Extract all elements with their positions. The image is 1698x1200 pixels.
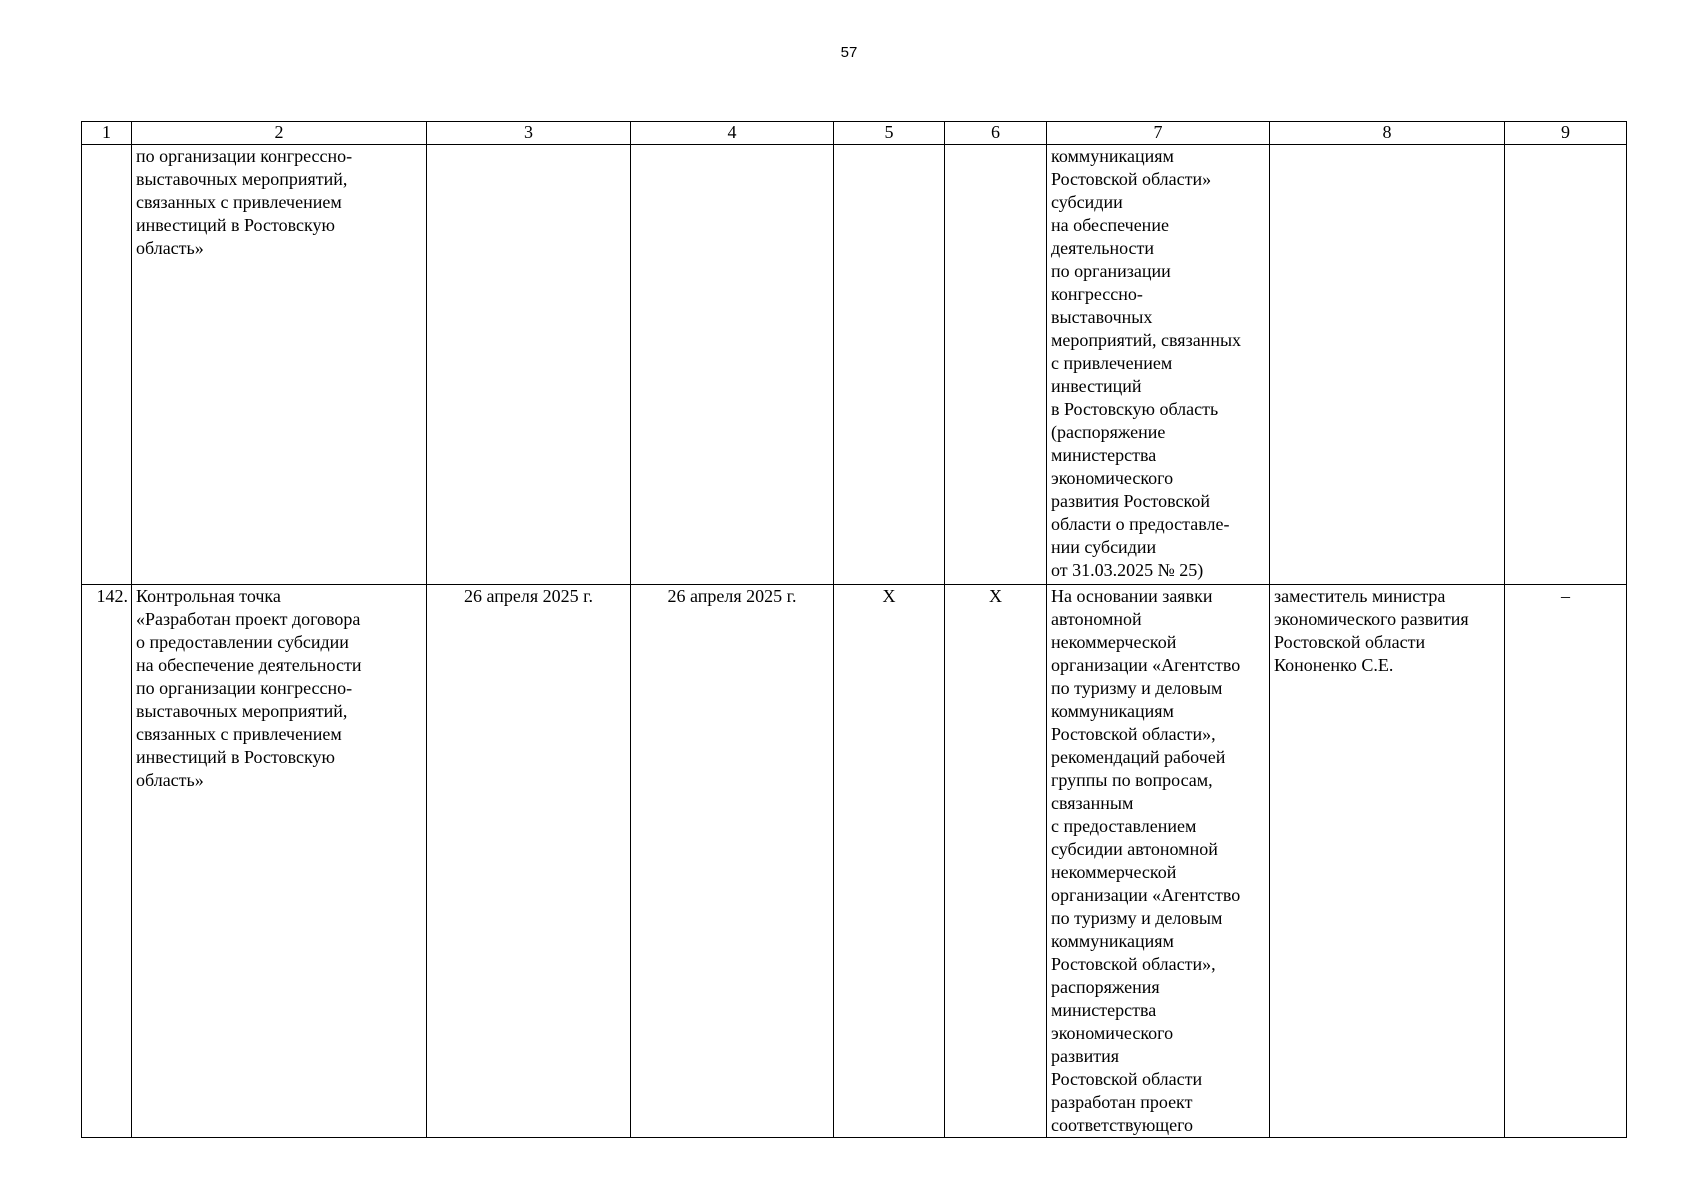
table-row (82, 145, 1627, 585)
responsible-cell (1270, 585, 1505, 1138)
info-text: На основании заявки автономной некоммерческой организации «Агентство по туризму и деловым коммуникациям Ростовской области», рекомендаций рабочей группы по вопросам, связанным с предоставлением субсидии автономной некоммерческой организации «Агентство по туризму и деловым коммуникациям Ростовской области», распоряжения министерства экономического развития Ростовской области разработан проект соответствующего (1051, 586, 1241, 1135)
responsible-cell (1270, 145, 1505, 585)
info-cell (1047, 145, 1270, 585)
column-header: 1 (82, 122, 132, 145)
column-header: 6 (945, 122, 1047, 145)
column-header: 7 (1047, 122, 1270, 145)
col6-mark: Х (989, 586, 1002, 606)
plan-date-cell (427, 145, 631, 585)
col5-cell (834, 145, 945, 585)
col9-cell (1505, 585, 1627, 1138)
info-text: коммуникациям Ростовской области» субсидии на обеспечение деятельности по организации конгрессно- выставочных мероприятий, связанных с привлечением инвестиций в Ростовскую область (распоряжение министерства экономического развития Ростовской области о предоставле- нии субсидии от 31.03.2025 № 25) (1051, 146, 1242, 580)
row-number-cell (82, 585, 132, 1138)
row-name: Контрольная точка «Разработан проект договора о предоставлении субсидии на обеспечение деятельности по организации конгрессно- выставочных мероприятий, связанных с привлечением инвестиций в Ростовскую область» (136, 586, 362, 790)
col9-cell (1505, 145, 1627, 585)
control-points-table (81, 121, 1627, 1138)
info-cell (1047, 585, 1270, 1138)
column-header: 3 (427, 122, 631, 145)
plan-date-cell (427, 585, 631, 1138)
column-header: 5 (834, 122, 945, 145)
column-header: 4 (631, 122, 834, 145)
column-header: 2 (132, 122, 427, 145)
fact-date-cell (631, 585, 834, 1138)
plan-date: 26 апреля 2025 г. (464, 586, 593, 606)
row-name-cell (132, 585, 427, 1138)
responsible-person: заместитель министра экономического развития Ростовской области Кононенко С.Е. (1274, 586, 1469, 675)
column-header: 9 (1505, 122, 1627, 145)
row-name: по организации конгрессно- выставочных мероприятий, связанных с привлечением инвестиций в Ростовскую область» (136, 146, 353, 258)
row-number-cell (82, 145, 132, 585)
table-header-row (82, 122, 1627, 145)
column-header: 8 (1270, 122, 1505, 145)
row-name-cell (132, 145, 427, 585)
col5-cell (834, 585, 945, 1138)
col9-dash: – (1561, 586, 1570, 606)
col6-cell (945, 585, 1047, 1138)
col5-mark: Х (882, 586, 896, 606)
fact-date: 26 апреля 2025 г. (667, 586, 797, 606)
col6-cell (945, 145, 1047, 585)
table-row (82, 585, 1627, 1138)
fact-date-cell (631, 145, 834, 585)
row-number: 142. (96, 586, 128, 606)
page-number: 57 (840, 44, 858, 61)
